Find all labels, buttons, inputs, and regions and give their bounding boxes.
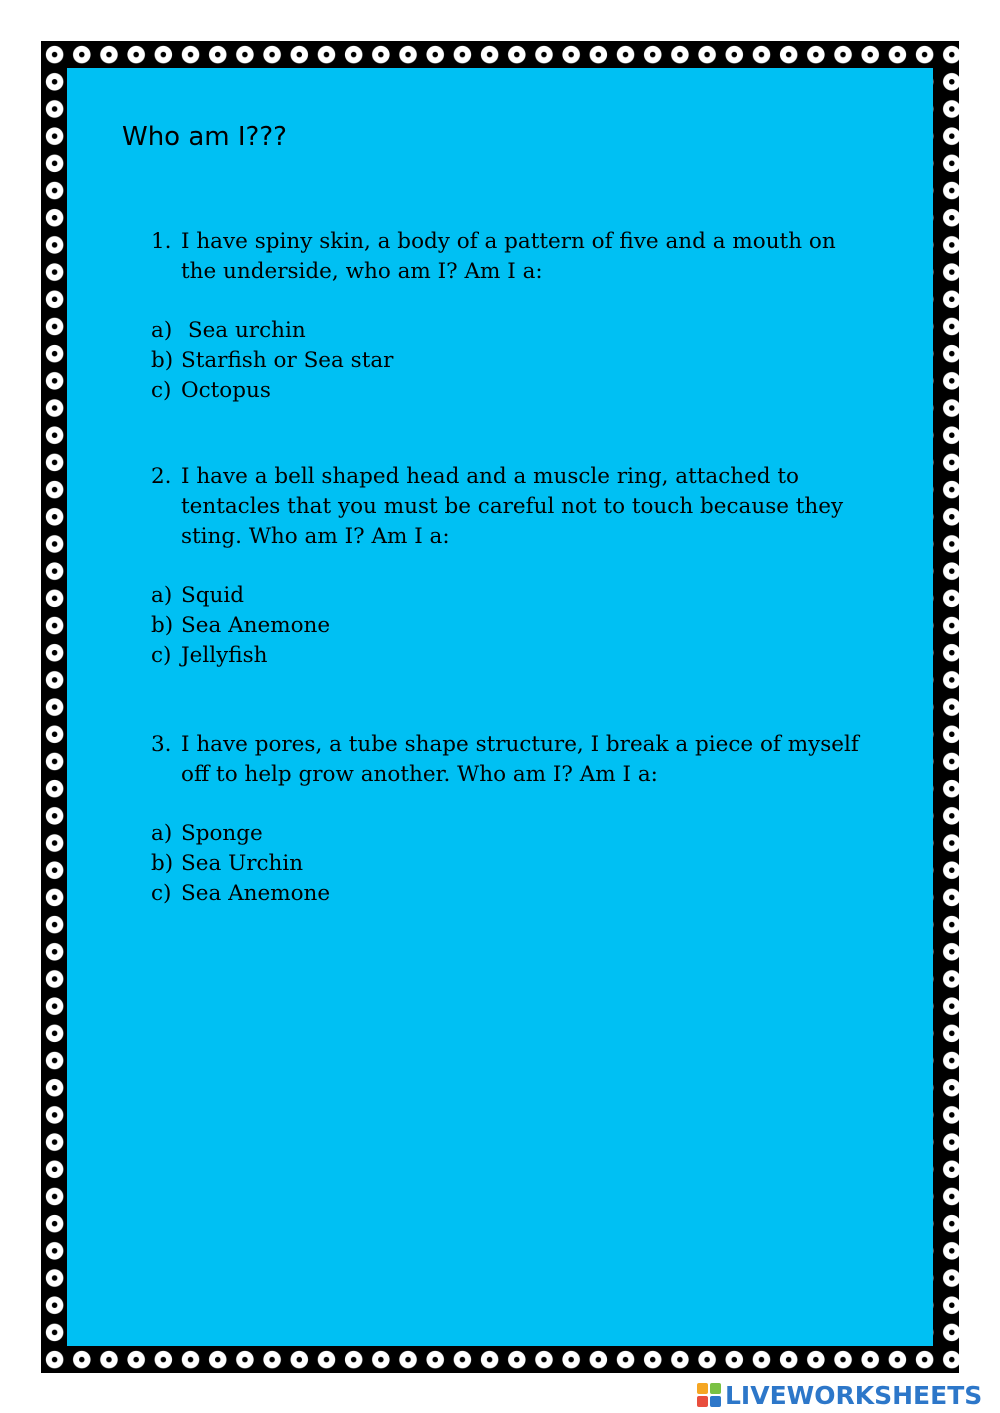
liveworksheets-logo[interactable] [697,1381,982,1409]
option-c[interactable] [151,641,330,671]
option-letter: c) [151,881,172,906]
option-a[interactable] [151,819,330,849]
option-text: Jellyfish [181,643,268,668]
worksheet-page [67,68,933,1346]
question-number: 3. [151,732,172,757]
question-3 [151,730,871,790]
option-b[interactable] [151,611,330,641]
question-1-options [151,316,393,406]
option-text: Starfish or Sea star [181,348,394,373]
option-a[interactable] [151,316,393,346]
option-a[interactable] [151,581,330,611]
question-number: 1. [151,229,172,254]
question-3-options [151,819,330,909]
option-text: Sea urchin [181,318,306,343]
worksheet-title: Who am I??? [122,122,287,152]
question-number: 2. [151,464,172,489]
option-letter: a) [151,318,173,343]
option-letter: c) [151,378,172,403]
logo-square-green [710,1383,721,1394]
option-letter: b) [151,348,174,373]
option-b[interactable] [151,346,393,376]
option-text: Sea Anemone [181,613,331,638]
option-text: Sea Anemone [181,881,331,906]
logo-text: LIVEWORKSHEETS [725,1380,983,1410]
question-2-options [151,581,330,671]
option-b[interactable] [151,849,330,879]
option-text: Sea Urchin [181,851,304,876]
question-1 [151,227,871,287]
option-c[interactable] [151,879,330,909]
option-letter: b) [151,851,174,876]
logo-square-red [697,1396,708,1407]
question-text: I have a bell shaped head and a muscle ring, attached to tentacles that you must be careful not to touch because they sting. Who am I? Am I a: [181,464,844,549]
option-letter: a) [151,583,173,608]
option-text: Sponge [181,821,263,846]
liveworksheets-icon [697,1383,721,1407]
option-text: Octopus [181,378,271,403]
option-text: Squid [181,583,244,608]
question-text: I have pores, a tube shape structure, I break a piece of myself off to help grow another. Who am I? Am I a: [181,732,859,787]
option-letter: a) [151,821,173,846]
question-2 [151,462,871,552]
option-letter: c) [151,643,172,668]
question-text: I have spiny skin, a body of a pattern of five and a mouth on the underside, who am I? Am I a: [181,229,836,284]
option-letter: b) [151,613,174,638]
logo-square-orange [697,1383,708,1394]
option-c[interactable] [151,376,393,406]
logo-square-blue [710,1396,721,1407]
